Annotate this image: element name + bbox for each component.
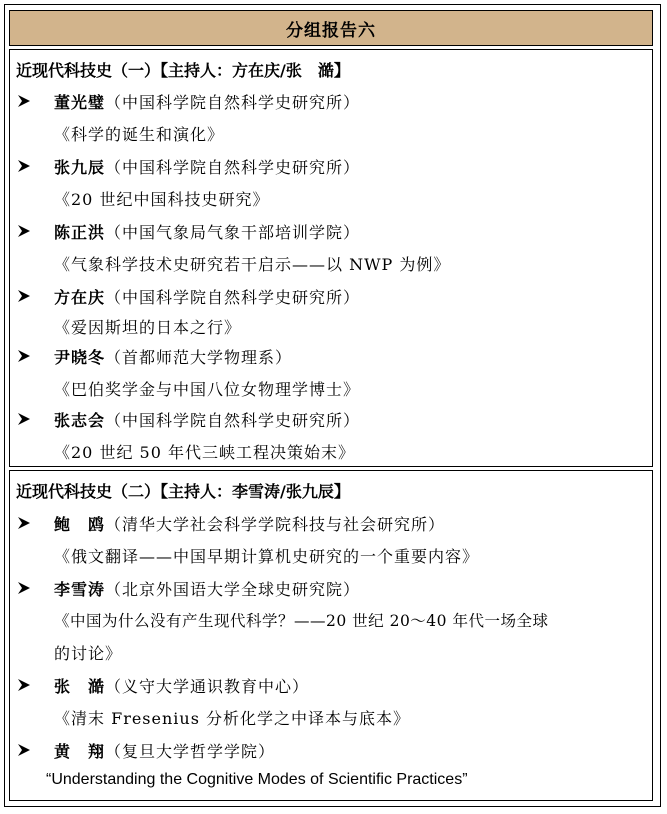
speaker-affiliation: （首都师范大学物理系） [105, 348, 293, 367]
list-item [54, 345, 292, 368]
list-item [54, 577, 360, 600]
speaker-affiliation: （中国科学院自然科学史研究所） [105, 158, 361, 177]
list-item [54, 220, 360, 243]
list-item [54, 512, 445, 535]
list-item [54, 90, 360, 113]
arrow-bullet-icon [17, 581, 31, 595]
section-1 [9, 49, 653, 467]
arrow-bullet-icon [17, 159, 31, 173]
speaker-affiliation: （中国气象局气象干部培训学院） [105, 223, 361, 242]
arrow-bullet-icon [17, 224, 31, 238]
arrow-bullet-icon [17, 678, 31, 692]
speaker-name: 张志会 [54, 411, 106, 430]
speaker-affiliation: （中国科学院自然科学史研究所） [105, 411, 361, 430]
list-item [54, 155, 360, 178]
speaker-affiliation: （义守大学通识教育中心） [105, 677, 310, 696]
talk-title: 《俄文翻译——中国早期计算机史研究的一个重要内容》 [54, 547, 480, 566]
section-2 [9, 470, 653, 801]
speaker-name: 董光璧 [54, 93, 106, 112]
talk-title: 《气象科学技术史研究若干启示——以 NWP 为例》 [54, 255, 451, 274]
talk-title: 《20 世纪中国科技史研究》 [54, 190, 270, 209]
arrow-bullet-icon [17, 289, 31, 303]
speaker-affiliation: （复旦大学哲学学院） [105, 742, 276, 761]
talk-title: 《20 世纪 50 年代三峡工程决策始末》 [54, 443, 355, 462]
speaker-name: 张 澔 [54, 677, 106, 696]
section-title: 近现代科技史（二）【主持人：李雪涛/张九辰】 [16, 482, 350, 501]
talk-title: “Understanding the Cognitive Modes of Scientific Practices” [46, 771, 468, 788]
arrow-bullet-icon [17, 412, 31, 426]
speaker-name: 张九辰 [54, 158, 106, 177]
arrow-bullet-icon [17, 349, 31, 363]
speaker-name: 方在庆 [54, 288, 106, 307]
talk-title-continued: 的讨论》 [54, 644, 123, 663]
speaker-name: 李雪涛 [54, 580, 106, 599]
section-title: 近现代科技史（一）【主持人：方在庆/张 澔】 [16, 61, 350, 80]
speaker-name: 鲍 鸥 [54, 515, 106, 534]
talk-title: 《清末 Fresenius 分析化学之中译本与底本》 [54, 709, 411, 728]
list-item [54, 285, 360, 308]
talk-title: 《巴伯奖学金与中国八位女物理学博士》 [54, 380, 361, 399]
speaker-name: 尹晓冬 [54, 348, 106, 367]
speaker-name: 陈正洪 [54, 223, 106, 242]
header-cell [9, 10, 653, 46]
page-title: 分组报告六 [286, 20, 376, 41]
list-item [54, 739, 275, 762]
arrow-bullet-icon [17, 743, 31, 757]
talk-title: 《爱因斯坦的日本之行》 [54, 318, 242, 337]
speaker-name: 黄 翔 [54, 742, 106, 761]
speaker-affiliation: （中国科学院自然科学史研究所） [105, 288, 361, 307]
list-item [54, 674, 309, 697]
speaker-affiliation: （中国科学院自然科学史研究所） [105, 93, 361, 112]
speaker-affiliation: （北京外国语大学全球史研究院） [105, 580, 361, 599]
arrow-bullet-icon [17, 516, 31, 530]
list-item [54, 408, 360, 431]
talk-title: 《中国为什么没有产生现代科学？——20 世纪 20～40 年代一场全球 [54, 612, 549, 630]
arrow-bullet-icon [17, 94, 31, 108]
speaker-affiliation: （清华大学社会科学学院科技与社会研究所） [105, 515, 446, 534]
talk-title: 《科学的诞生和演化》 [54, 125, 225, 144]
